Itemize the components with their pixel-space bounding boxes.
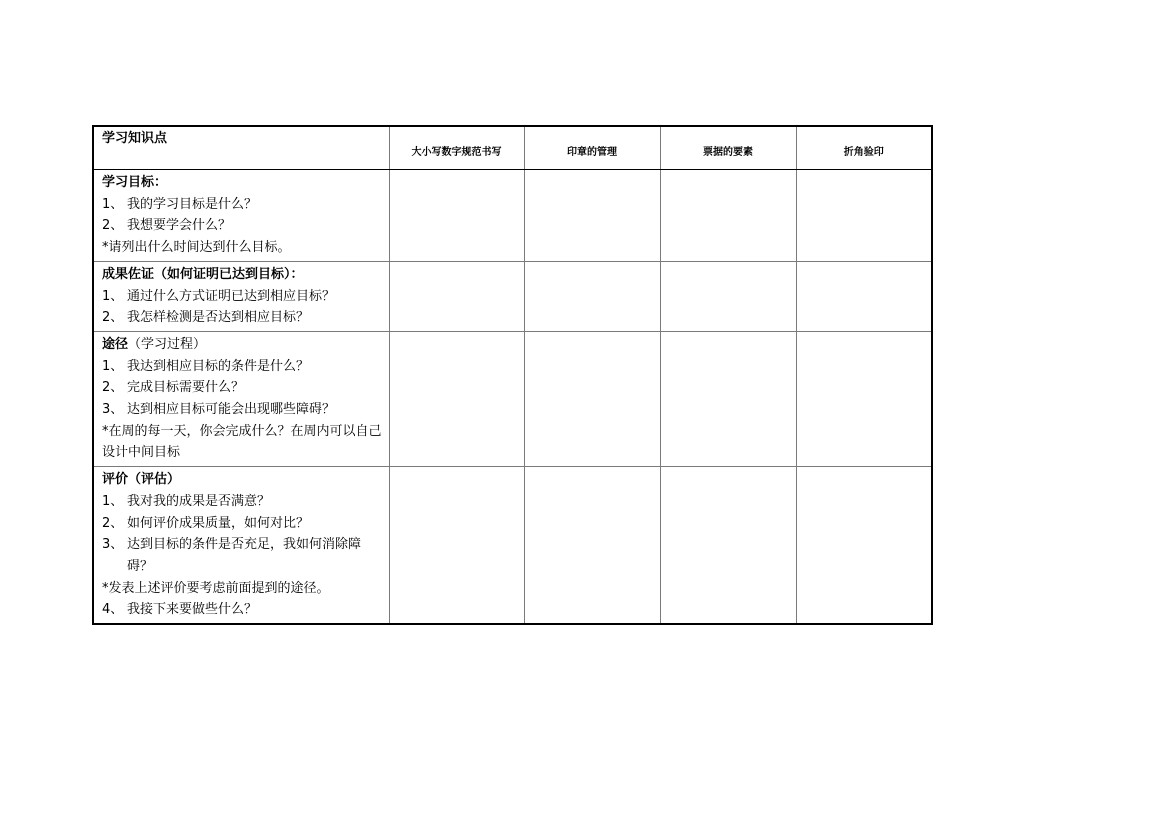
empty-cell[interactable] — [660, 261, 796, 331]
empty-cell[interactable] — [389, 467, 524, 624]
section-approach — [93, 331, 389, 466]
empty-cell[interactable] — [524, 170, 660, 262]
section-goals — [93, 170, 389, 262]
empty-cell[interactable] — [660, 170, 796, 262]
empty-cell[interactable] — [524, 331, 660, 466]
section-evaluation — [93, 467, 389, 624]
list-item: 1、 我的学习目标是什么？ — [102, 196, 258, 212]
table-title: 学习知识点 — [102, 131, 168, 146]
empty-cell[interactable] — [660, 331, 796, 466]
column-header-4: 折角验印 — [796, 126, 932, 170]
table-row — [93, 170, 932, 262]
empty-cell[interactable] — [796, 170, 932, 262]
section-title: 评价（评估） — [102, 472, 181, 488]
list-item: 3、 达到相应目标可能会出现哪些障碍？ — [102, 402, 336, 418]
list-item: 2、 我怎样检测是否达到相应目标？ — [102, 310, 310, 326]
section-title: 成果佐证（如何证明已达到目标）： — [102, 266, 304, 282]
header-row — [93, 126, 932, 170]
column-header-2: 印章的管理 — [524, 126, 660, 170]
header-title-cell — [93, 126, 389, 170]
table-row — [93, 261, 932, 331]
empty-cell[interactable] — [796, 261, 932, 331]
table-row — [93, 331, 932, 466]
empty-cell[interactable] — [389, 331, 524, 466]
section-note: *请列出什么时间达到什么目标。 — [102, 240, 291, 256]
column-header-3: 票据的要素 — [660, 126, 796, 170]
worksheet — [92, 125, 931, 625]
list-item: 4、 我接下来要做些什么？ — [102, 602, 258, 618]
empty-cell[interactable] — [796, 467, 932, 624]
empty-cell[interactable] — [796, 331, 932, 466]
section-note: *发表上述评价要考虑前面提到的途径。 — [102, 580, 330, 596]
empty-cell[interactable] — [389, 170, 524, 262]
section-title: 途径（学习过程） — [102, 336, 207, 352]
list-item: 3、 达到目标的条件是否充足，我如何消除障碍？ — [102, 537, 362, 574]
list-item: 1、 通过什么方式证明已达到相应目标？ — [102, 288, 336, 304]
list-item: 2、 我想要学会什么？ — [102, 218, 232, 234]
list-item: 2、 如何评价成果质量，如何对比？ — [102, 515, 310, 531]
section-title: 学习目标： — [102, 175, 168, 190]
section-evidence — [93, 261, 389, 331]
table-row — [93, 467, 932, 624]
list-item: 2、 完成目标需要什么？ — [102, 380, 245, 396]
empty-cell[interactable] — [524, 467, 660, 624]
empty-cell[interactable] — [660, 467, 796, 624]
learning-plan-table — [92, 125, 933, 625]
list-item: 1、 我达到相应目标的条件是什么？ — [102, 358, 310, 374]
empty-cell[interactable] — [389, 261, 524, 331]
column-header-1: 大小写数字规范书写 — [389, 126, 524, 170]
list-item: 1、 我对我的成果是否满意？ — [102, 493, 271, 509]
section-note: *在周的每一天，你会完成什么？在周内可以自己设计中间目标 — [102, 423, 382, 461]
empty-cell[interactable] — [524, 261, 660, 331]
